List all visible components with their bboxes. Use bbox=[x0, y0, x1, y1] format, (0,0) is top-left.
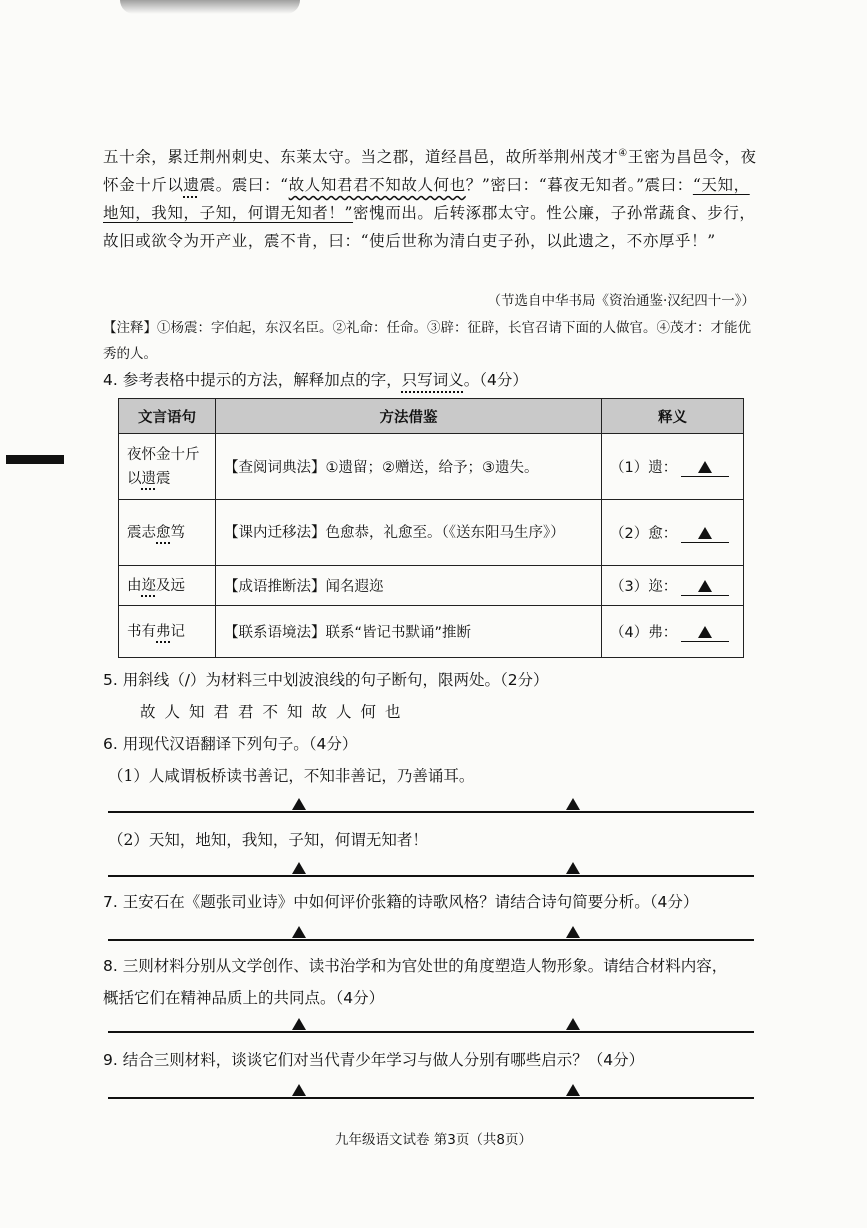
table-row bbox=[119, 500, 744, 566]
header-sentence: 文言语句 bbox=[119, 399, 216, 434]
binding-mark bbox=[6, 455, 64, 464]
passage-seg: 密愧而出。后转涿郡太守。性公廉，子孙常蔬食、步行，故旧或欲令为开产业，震不肯，曰：“使后世称为清白吏子孙，以此遗之，不亦厚乎！” bbox=[103, 204, 756, 251]
sentence-cell bbox=[119, 434, 216, 500]
method-table bbox=[118, 398, 744, 658]
cell-text: 记 bbox=[170, 623, 185, 640]
q5-sentence: 故人知君君不知故人何也 bbox=[140, 703, 410, 721]
annotations: 【注释】①杨震：字伯起，东汉名臣。②礼命：任命。③辟：征辟，长官召请下面的人做官。④茂才：才能优秀的人。 bbox=[103, 320, 751, 362]
dotted-char: 愈 bbox=[156, 524, 171, 541]
question-4 bbox=[103, 368, 528, 390]
question-8-line-1: 8. 三则材料分别从文学创作、读书治学和为官处世的角度塑造人物形象。请结合材料内容， bbox=[103, 957, 728, 975]
table-row bbox=[119, 434, 744, 500]
cell-text: 夜怀金十斤以 bbox=[127, 446, 200, 487]
triangle-icon bbox=[566, 798, 580, 810]
triangle-icon bbox=[698, 461, 712, 473]
cell-text: 由 bbox=[127, 577, 142, 594]
answer-blank[interactable] bbox=[681, 626, 729, 642]
sentence-cell bbox=[119, 566, 216, 606]
cell-text: 笃 bbox=[170, 524, 185, 541]
table-row bbox=[119, 566, 744, 606]
sentence-cell bbox=[119, 606, 216, 658]
triangle-icon bbox=[292, 1084, 306, 1096]
cell-text: 震志 bbox=[127, 524, 156, 541]
question-8-line-2: 概括它们在精神品质上的共同点。（4分） bbox=[103, 989, 385, 1007]
answer-blank[interactable] bbox=[681, 461, 729, 477]
page-footer: 九年级语文试卷 第3页（共8页） bbox=[335, 1132, 532, 1148]
answer-line[interactable] bbox=[108, 1031, 754, 1033]
meaning-label: （3）迩： bbox=[610, 579, 678, 595]
answer-line[interactable] bbox=[108, 875, 754, 877]
answer-blank[interactable] bbox=[681, 580, 729, 596]
triangle-icon bbox=[292, 1018, 306, 1030]
passage-seg: 五十余，累迁荆州刺史、东莱太守。当之郡，道经昌邑，故所举荆州茂才 bbox=[103, 148, 619, 167]
table-header-row bbox=[119, 399, 744, 434]
q4-text: 4. 参考表格中提示的方法，解释加点的字， bbox=[103, 371, 402, 389]
question-6: 6. 用现代汉语翻译下列句子。（4分） bbox=[103, 735, 358, 753]
meaning-cell bbox=[602, 500, 744, 566]
meaning-cell bbox=[602, 606, 744, 658]
triangle-icon bbox=[698, 626, 712, 638]
meaning-cell bbox=[602, 434, 744, 500]
question-9: 9. 结合三则材料，谈谈它们对当代青少年学习与做人分别有哪些启示？（4分） bbox=[103, 1051, 645, 1069]
triangle-icon bbox=[292, 798, 306, 810]
passage-seg: 王密为昌邑令，夜怀金十斤以 bbox=[103, 148, 757, 195]
passage-text bbox=[103, 140, 763, 255]
dotted-char: 遗 bbox=[141, 470, 156, 487]
method-cell: 【成语推断法】闻名遐迩 bbox=[216, 566, 602, 606]
answer-line[interactable] bbox=[108, 811, 754, 813]
dotted-char: 遗 bbox=[183, 176, 200, 195]
footnote-ref: ④ bbox=[618, 148, 628, 159]
cell-text: 书有 bbox=[127, 623, 156, 640]
meaning-label: （4）弗： bbox=[610, 625, 678, 641]
question-7: 7. 王安石在《题张司业诗》中如何评价张籍的诗歌风格？请结合诗句简要分析。（4分） bbox=[103, 893, 699, 911]
triangle-icon bbox=[566, 862, 580, 874]
q4-emphasis: 只写词义 bbox=[401, 371, 464, 389]
scan-shadow bbox=[120, 0, 300, 14]
triangle-icon bbox=[698, 527, 712, 539]
wavy-sentence: 故人知君君不知故人何也 bbox=[288, 176, 466, 195]
header-meaning: 释义 bbox=[602, 399, 744, 434]
method-cell: 【课内迁移法】色愈恭，礼愈至。（《送东阳马生序》） bbox=[216, 500, 602, 566]
method-cell: 【查阅词典法】①遗留；②赠送，给予；③遗失。 bbox=[216, 434, 602, 500]
triangle-icon bbox=[698, 580, 712, 592]
dotted-char: 迩 bbox=[141, 577, 156, 594]
meaning-cell bbox=[602, 566, 744, 606]
answer-line[interactable] bbox=[108, 1097, 754, 1099]
answer-blank[interactable] bbox=[681, 527, 729, 543]
sentence-cell bbox=[119, 500, 216, 566]
answer-line[interactable] bbox=[108, 939, 754, 941]
question-5: 5. 用斜线（/）为材料三中划波浪线的句子断句，限两处。（2分） bbox=[103, 671, 549, 689]
triangle-icon bbox=[566, 1018, 580, 1030]
q6-item-2: （2）天知，地知，我知，子知，何谓无知者！ bbox=[108, 831, 428, 849]
header-method: 方法借鉴 bbox=[216, 399, 602, 434]
method-cell: 【联系语境法】联系“皆记书默诵”推断 bbox=[216, 606, 602, 658]
meaning-label: （1）遗： bbox=[610, 460, 678, 476]
cell-text: 震 bbox=[156, 470, 171, 487]
passage-seg: ？”密曰：“暮夜无知者。”震曰： bbox=[465, 176, 693, 195]
triangle-icon bbox=[566, 926, 580, 938]
dotted-char: 弗 bbox=[156, 623, 171, 640]
triangle-icon bbox=[292, 926, 306, 938]
passage-seg: 震。震曰：“ bbox=[199, 176, 289, 195]
cell-text: 及远 bbox=[156, 577, 185, 594]
source-citation: （节选自中华书局《资治通鉴·汉纪四十一》） bbox=[487, 293, 755, 309]
meaning-label: （2）愈： bbox=[610, 526, 678, 542]
triangle-icon bbox=[566, 1084, 580, 1096]
q6-item-1: （1）人咸谓板桥读书善记，不知非善记，乃善诵耳。 bbox=[108, 767, 475, 785]
triangle-icon bbox=[292, 862, 306, 874]
underlined-sentence: “天知，地知，我知，子知，何谓无知者！” bbox=[103, 176, 750, 223]
q4-score: 。（4分） bbox=[463, 371, 528, 389]
table-row bbox=[119, 606, 744, 658]
